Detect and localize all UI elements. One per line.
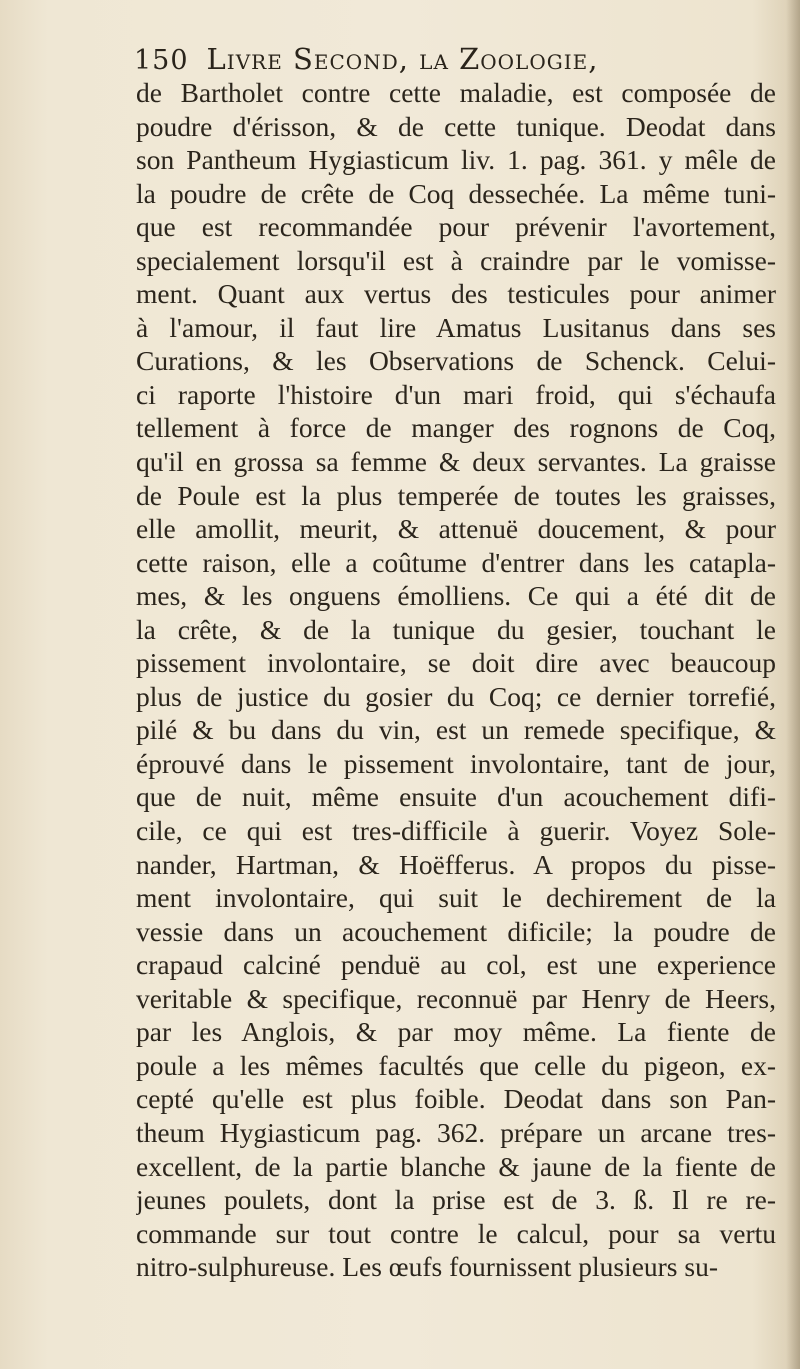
page-number: 150 xyxy=(134,45,189,76)
text-line: Curations, & les Observations de Schenck. Celui- xyxy=(136,345,776,377)
text-line: par les Anglois, & par moy même. La fiente de xyxy=(136,1016,776,1048)
text-line: pilé & bu dans du vin, est un remede specifique, & xyxy=(136,714,776,746)
text-line: excellent, de la partie blanche & jaune de la fiente de xyxy=(136,1150,776,1182)
text-line: crapaud calciné penduë au col, est une experience xyxy=(136,949,776,981)
text-line: pissement involontaire, se doit dire avec beaucoup xyxy=(136,647,776,679)
text-line: de Bartholet contre cette maladie, est composée de xyxy=(136,77,776,108)
text-line: tellement à force de manger des rognons de Coq, xyxy=(136,412,776,444)
text-line: qu'il en grossa sa femme & deux servantes. La graisse xyxy=(136,446,776,478)
text-line: elle amollit, meurit, & attenuë doucement, & pour xyxy=(136,513,776,545)
text-line: ment. Quant aux vertus des testicules pour animer xyxy=(136,278,776,310)
text-line: poule a les mêmes facultés que celle du pigeon, ex- xyxy=(136,1049,776,1081)
text-line: cette raison, elle a coûtume d'entrer dans les catapla- xyxy=(136,546,776,578)
text-line: nitro-sulphureuse. Les œufs fournissent plusieurs su- xyxy=(136,1251,718,1283)
text-line: que est recommandée pour prévenir l'avortement, xyxy=(136,211,776,243)
text-line: commande sur tout contre le calcul, pour sa vertu xyxy=(136,1217,776,1249)
text-line: que de nuit, même ensuite d'un acouchement difi- xyxy=(136,781,776,813)
text-line: de Poule est la plus temperée de toutes les graisses, xyxy=(136,479,776,511)
text-line: la crête, & de la tunique du gesier, touchant le xyxy=(136,613,776,645)
text-line: cile, ce qui est tres-difficile à guerir. Voyez Sole- xyxy=(136,815,776,847)
text-line: cepté qu'elle est plus foible. Deodat dans son Pan- xyxy=(136,1083,776,1115)
text-line: jeunes poulets, dont la prise est de 3. ß. Il re re- xyxy=(136,1184,776,1216)
page-gutter-shadow xyxy=(786,0,800,1369)
text-line: veritable & specifique, reconnuë par Henry de Heers, xyxy=(136,982,776,1014)
text-line: specialement lorsqu'il est à craindre par le vomisse- xyxy=(136,244,776,276)
text-line: son Pantheum Hygiasticum liv. 1. pag. 361. y mêle de xyxy=(136,144,776,176)
text-line: mes, & les onguens émolliens. Ce qui a été dit de xyxy=(136,580,776,612)
text-line: à l'amour, il faut lire Amatus Lusitanus dans ses xyxy=(136,311,776,343)
text-line: vessie dans un acouchement dificile; la poudre de xyxy=(136,915,776,947)
text-line: poudre d'érisson, & de cette tunique. Deodat dans xyxy=(136,110,776,142)
text-line: plus de justice du gosier du Coq; ce dernier torrefié, xyxy=(136,680,776,712)
text-line: theum Hygiasticum pag. 362. prépare un arcane tres- xyxy=(136,1116,776,1148)
text-line: la poudre de crête de Coq dessechée. La même tuni- xyxy=(136,177,776,209)
running-title: Livre Second, la Zoologie, xyxy=(206,42,599,76)
text-line: éprouvé dans le pissement involontaire, tant de jour, xyxy=(136,747,776,779)
text-line: ci raporte l'histoire d'un mari froid, qui s'échaufa xyxy=(136,378,776,410)
text-line: ment involontaire, qui suit le dechirement de la xyxy=(136,882,776,914)
text-line: nander, Hartman, & Hoëfferus. A propos du pisse- xyxy=(136,848,776,880)
body-text xyxy=(136,76,776,1284)
